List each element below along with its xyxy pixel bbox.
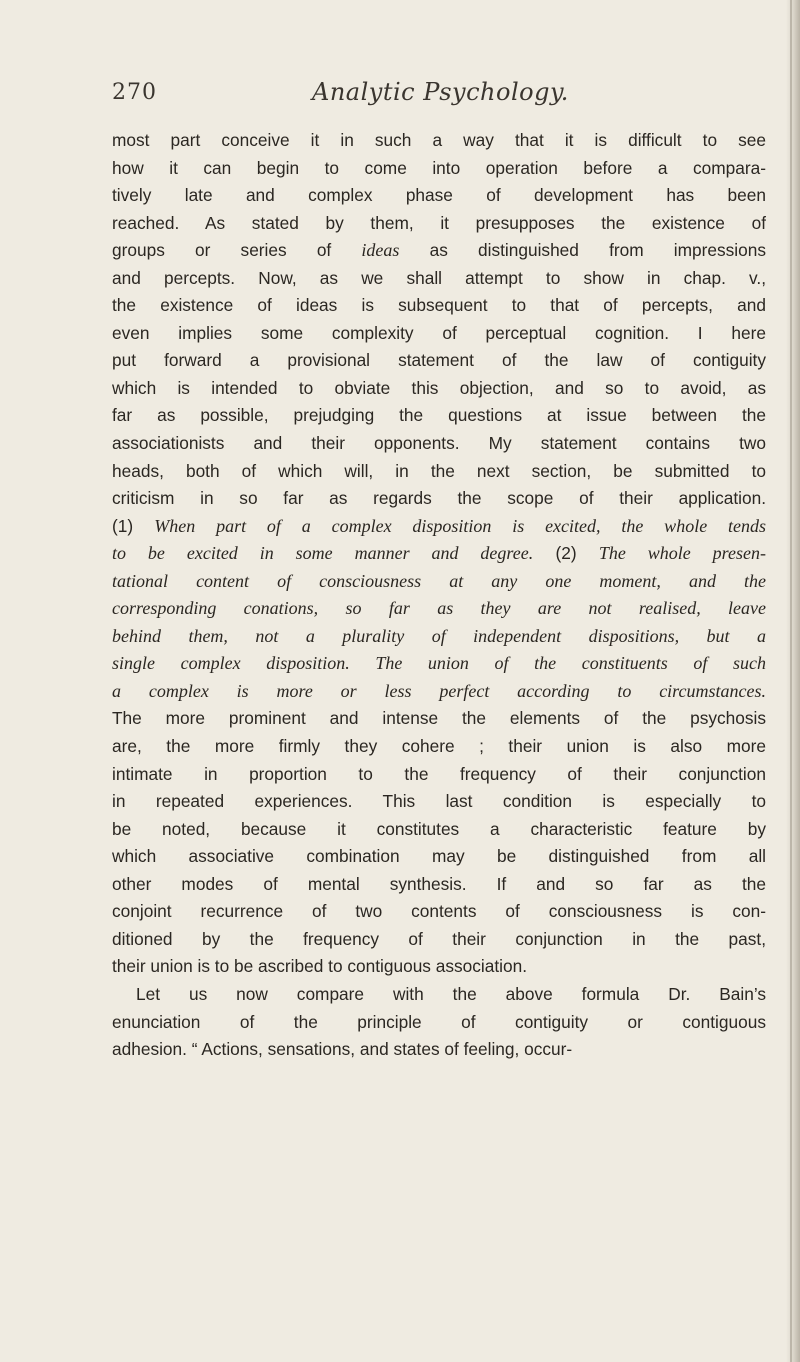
text-line <box>112 292 766 320</box>
text-line <box>112 513 766 541</box>
italic-text: single complex disposition. The union of the constituents of such <box>112 653 766 674</box>
text-run: and percepts. Now, as we shall attempt to show in chap. v., <box>112 267 766 288</box>
text-line <box>112 678 766 706</box>
text-run: their union is to be ascribed to contiguous association. <box>112 956 528 977</box>
text-line <box>112 540 766 568</box>
text-line <box>112 375 766 403</box>
text-line <box>112 127 766 155</box>
text-line <box>112 705 766 733</box>
text-run: conjoint recurrence of two contents of consciousness is con- <box>112 901 766 922</box>
text-run: are, the more firmly they cohere ; their union is also more <box>112 736 766 757</box>
text-line <box>112 623 766 651</box>
page-edge-shadow <box>786 0 800 1362</box>
text-line <box>112 981 766 1009</box>
text-run: enunciation of the principle of contiguity or contiguous <box>112 1011 766 1032</box>
text-line <box>112 458 766 486</box>
italic-text: a complex is more or less perfect according to circumstances. <box>112 680 766 701</box>
text-run: intimate in proportion to the frequency of their conjunction <box>112 763 766 784</box>
text-run: far as possible, prejudging the questions at issue between the <box>112 405 766 426</box>
text-run: reached. As stated by them, it presupposes the existence of <box>112 212 766 233</box>
text-run: in repeated experiences. This last condition is especially to <box>112 791 766 812</box>
text-run: ditioned by the frequency of their conjunction in the past, <box>112 928 766 949</box>
italic-text: The whole presen- <box>598 543 766 564</box>
italic-text: to be excited in some manner and degree. <box>112 543 534 564</box>
text-run: as distinguished from impressions <box>399 240 766 261</box>
text-line <box>112 347 766 375</box>
text-line <box>112 953 766 981</box>
text-run: The more prominent and intense the elements of the psychosis <box>112 708 766 729</box>
text-line <box>112 568 766 596</box>
text-line <box>112 182 766 210</box>
text-run: (1) <box>112 515 155 536</box>
text-run: put forward a provisional statement of the law of contiguity <box>112 350 766 371</box>
text-line <box>112 816 766 844</box>
text-run: which associative combination may be distinguished from all <box>112 846 766 867</box>
text-run: Let us now compare with the above formula Dr. Bain’s <box>136 983 766 1004</box>
text-line <box>112 733 766 761</box>
text-run: the existence of ideas is subsequent to that of percepts, and <box>112 295 766 316</box>
text-run: even implies some complexity of perceptual cognition. I here <box>112 322 766 343</box>
text-run: how it can begin to come into operation before a compara- <box>112 157 766 178</box>
text-run: criticism in so far as regards the scope of their application. <box>112 488 766 509</box>
italic-text: corresponding conations, so far as they are not realised, leave <box>112 598 766 619</box>
text-line <box>112 155 766 183</box>
text-line <box>112 595 766 623</box>
italic-text: behind them, not a plurality of independent dispositions, but a <box>112 625 766 646</box>
text-run: tively late and complex phase of development has been <box>112 185 766 206</box>
text-line <box>112 871 766 899</box>
page-number: 270 <box>112 80 157 105</box>
text-line <box>112 485 766 513</box>
running-head <box>112 80 752 120</box>
italic-text: When part of a complex disposition is excited, the whole tends <box>154 515 766 536</box>
text-line <box>112 210 766 238</box>
text-line <box>112 761 766 789</box>
text-run: most part conceive it in such a way that it is difficult to see <box>112 130 766 150</box>
text-line <box>112 650 766 678</box>
page-edge-line <box>790 0 792 1362</box>
text-run: other modes of mental synthesis. If and so far as the <box>112 873 766 894</box>
text-line <box>112 788 766 816</box>
text-line <box>112 430 766 458</box>
italic-text: ideas <box>361 240 400 261</box>
italic-text: tational content of consciousness at any one moment, and the <box>112 570 766 591</box>
text-line <box>112 237 766 265</box>
text-line <box>112 843 766 871</box>
text-line <box>112 320 766 348</box>
text-run: which is intended to obviate this objection, and so to avoid, as <box>112 377 766 398</box>
text-line <box>112 402 766 430</box>
text-line <box>112 1036 766 1064</box>
text-run: adhesion. “ Actions, sensations, and states of feeling, occur- <box>112 1039 573 1060</box>
text-run: (2) <box>533 543 599 564</box>
text-line <box>112 898 766 926</box>
running-title: Analytic Psychology. <box>312 78 569 106</box>
text-line <box>112 1009 766 1037</box>
text-run: groups or series of <box>112 240 362 261</box>
text-run: associationists and their opponents. My statement contains two <box>112 433 766 454</box>
body-text <box>112 127 766 1064</box>
text-run: heads, both of which will, in the next section, be submitted to <box>112 460 766 481</box>
text-line <box>112 265 766 293</box>
text-line <box>112 926 766 954</box>
text-run: be noted, because it constitutes a characteristic feature by <box>112 818 766 839</box>
